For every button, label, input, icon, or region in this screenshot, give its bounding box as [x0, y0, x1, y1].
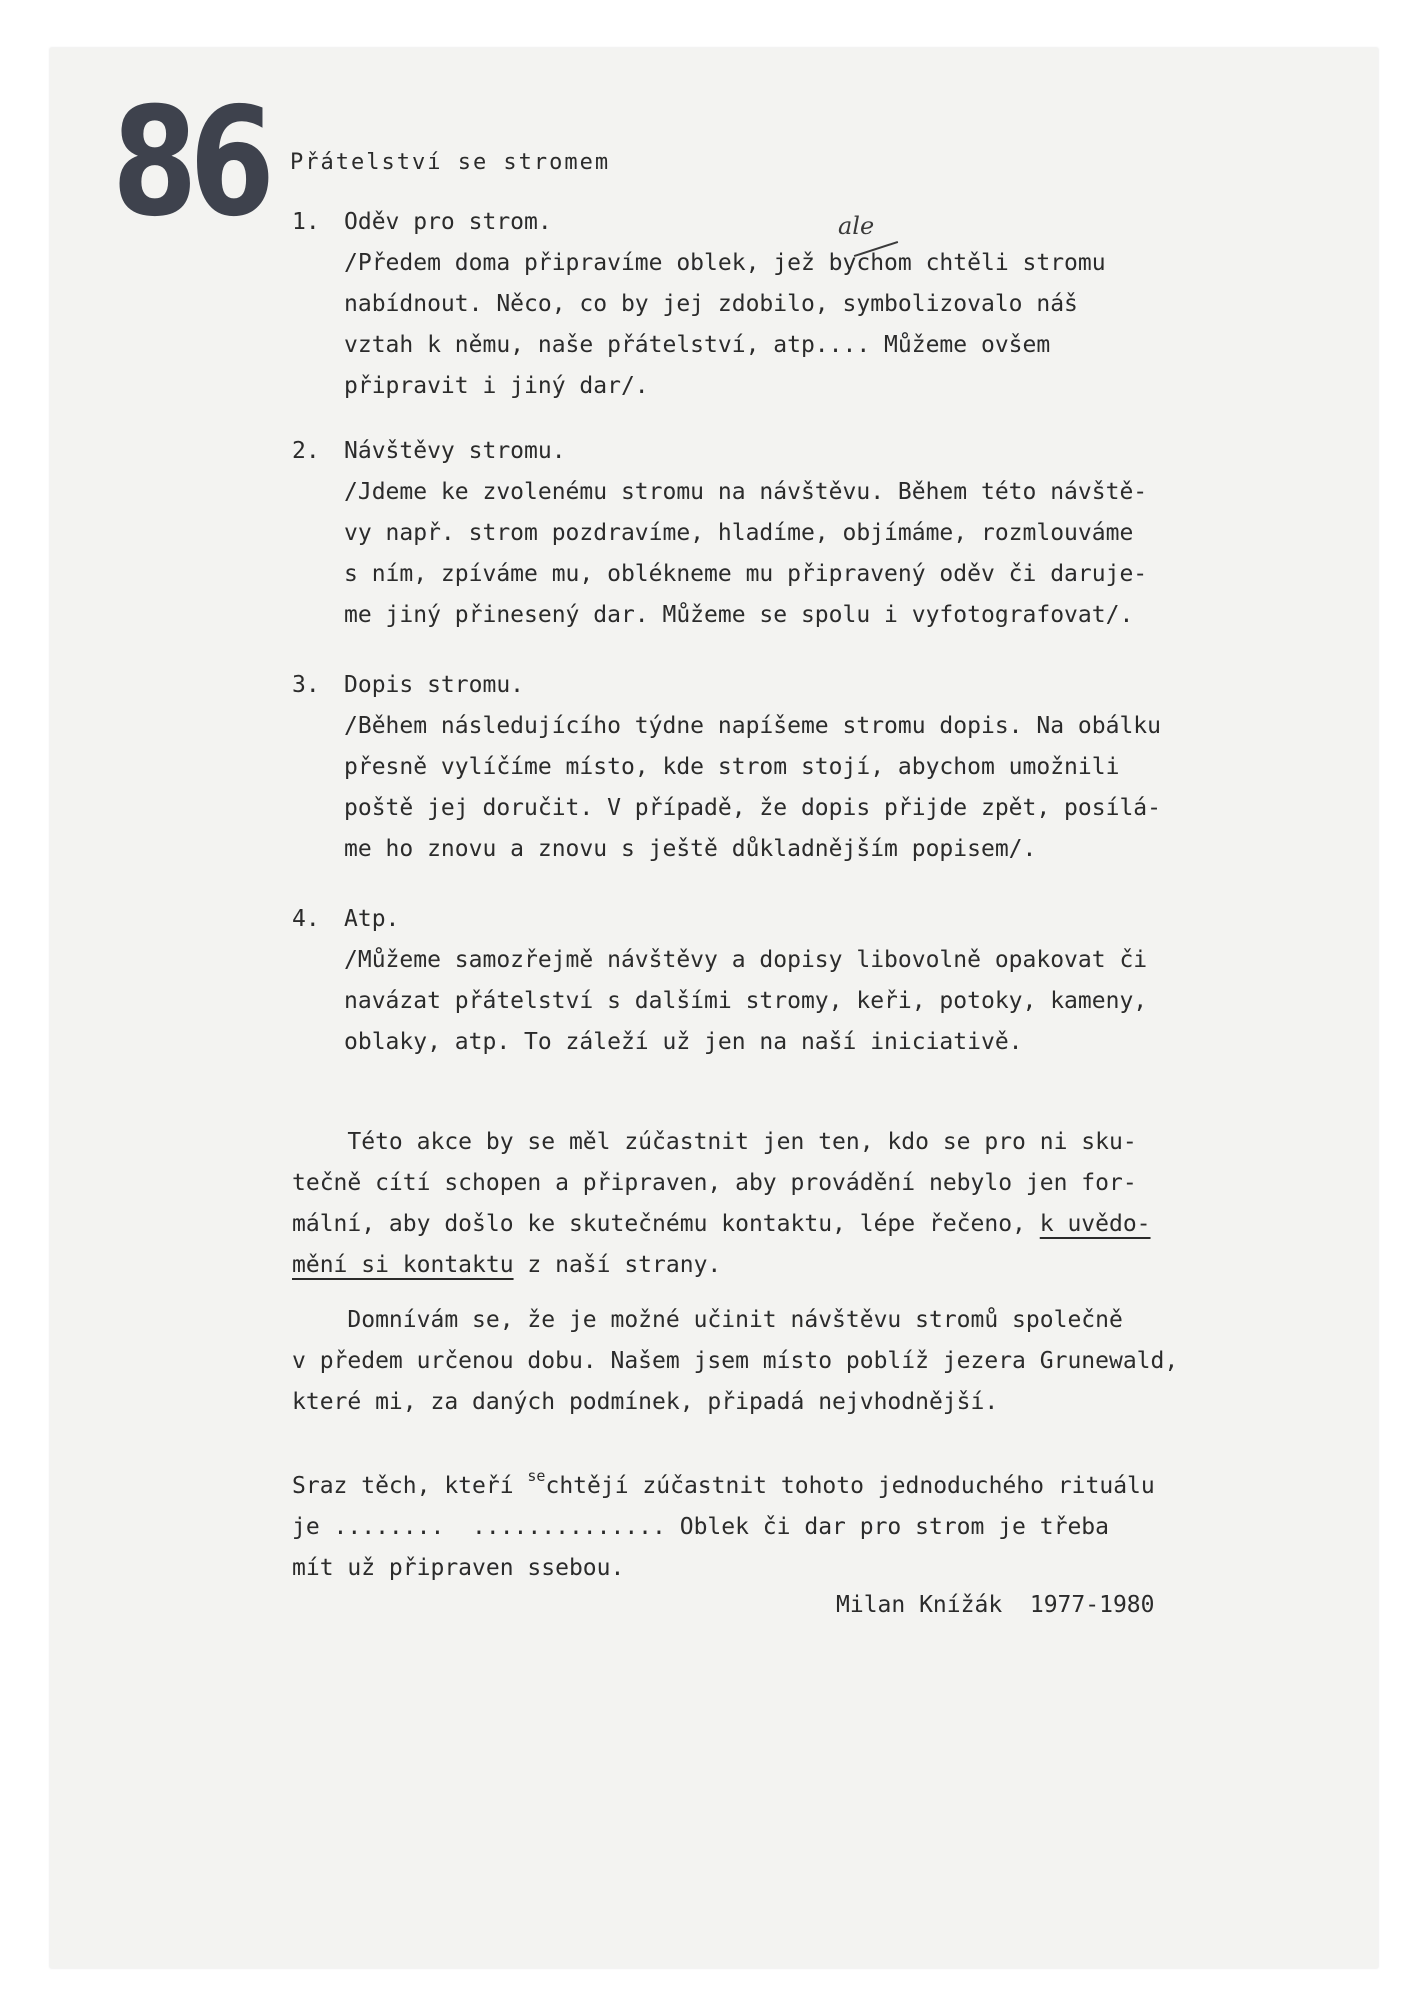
- paragraph-line: [292, 1245, 721, 1286]
- handwritten-correction: ale: [838, 212, 875, 240]
- section-line: /Předem doma připravíme oblek, jež bychom chtěli stromu: [344, 250, 1106, 276]
- section-number: 4.: [292, 906, 320, 932]
- section-line: připravit i jiný dar/.: [344, 373, 649, 399]
- paragraph-line: Domnívám se, že je možné učinit návštěvu stromů společně: [292, 1307, 1123, 1333]
- section-number: 1.: [292, 209, 320, 235]
- section-line: s ním, zpíváme mu, oblékneme mu připravený oděv či daruje-: [344, 561, 1148, 587]
- paragraph-line: v předem určenou dobu. Našem jsem místo poblíž jezera Grunewald,: [292, 1348, 1179, 1374]
- section-line: poště jej doručit. V případě, že dopis přijde zpět, posílá-: [344, 795, 1161, 821]
- section-line: vztah k němu, naše přátelství, atp.... Můžeme ovšem: [344, 332, 1051, 358]
- section-line: me ho znovu a znovu s ještě důkladnějším popisem/.: [344, 836, 1037, 862]
- section-line: /Jdeme ke zvolenému stromu na návštěvu. Během této návště-: [344, 479, 1148, 505]
- document-title: Přátelství se stromem: [290, 150, 611, 175]
- paragraph-text: mální, aby došlo ke skutečnému kontaktu, lépe řečeno,: [292, 1211, 1040, 1237]
- section-heading: Atp.: [344, 906, 400, 932]
- section-heading: Dopis stromu.: [344, 672, 525, 698]
- section-line: /Během následujícího týdne napíšeme stromu dopis. Na obálku: [344, 713, 1161, 739]
- paragraph-line: Této akce by se měl zúčastnit jen ten, kdo se pro ni sku-: [292, 1129, 1137, 1155]
- paragraph-line: mít už připraven ssebou.: [292, 1555, 625, 1581]
- paragraph-line: které mi, za daných podmínek, připadá nejvhodnější.: [292, 1389, 999, 1415]
- underlined-text: mění si kontaktu: [292, 1252, 514, 1278]
- paragraph-text: z naší strany.: [513, 1252, 722, 1278]
- section-line: nabídnout. Něco, co by jej zdobilo, symbolizovalo náš: [344, 291, 1078, 317]
- section-line: /Můžeme samozřejmě návštěvy a dopisy libovolně opakovat či: [344, 947, 1148, 973]
- section-line: vy např. strom pozdravíme, hladíme, objímáme, rozmlouváme: [344, 520, 1134, 546]
- paragraph-text: chtějí zúčastnit tohoto jednoduchého rituálu: [545, 1473, 1155, 1499]
- paragraph-line: [292, 1466, 1155, 1507]
- section-number: 2.: [292, 438, 320, 464]
- section-heading: Návštěvy stromu.: [344, 438, 566, 464]
- paragraph-text: Sraz těch, kteří: [292, 1473, 528, 1499]
- paragraph-line: [292, 1204, 1151, 1245]
- section-number: 3.: [292, 672, 320, 698]
- inserted-word: se: [527, 1467, 546, 1485]
- section-line: navázat přátelství s dalšími stromy, keři, potoky, kameny,: [344, 988, 1148, 1014]
- section-heading: Oděv pro strom.: [344, 209, 552, 235]
- section-line: přesně vylíčíme místo, kde strom stojí, abychom umožnili: [344, 754, 1120, 780]
- paragraph-line: je ........ .............. Oblek či dar pro strom je třeba: [292, 1514, 1109, 1540]
- stamp-number: 86: [112, 76, 267, 250]
- signature-line: Milan Knížák 1977-1980: [836, 1592, 1155, 1618]
- underlined-text: k uvědo-: [1039, 1211, 1151, 1237]
- section-line: me jiný přinesený dar. Můžeme se spolu i vyfotografovat/.: [344, 602, 1134, 628]
- paragraph-line: tečně cítí schopen a připraven, aby provádění nebylo jen for-: [292, 1170, 1137, 1196]
- section-line: oblaky, atp. To záleží už jen na naší iniciativě.: [344, 1029, 1023, 1055]
